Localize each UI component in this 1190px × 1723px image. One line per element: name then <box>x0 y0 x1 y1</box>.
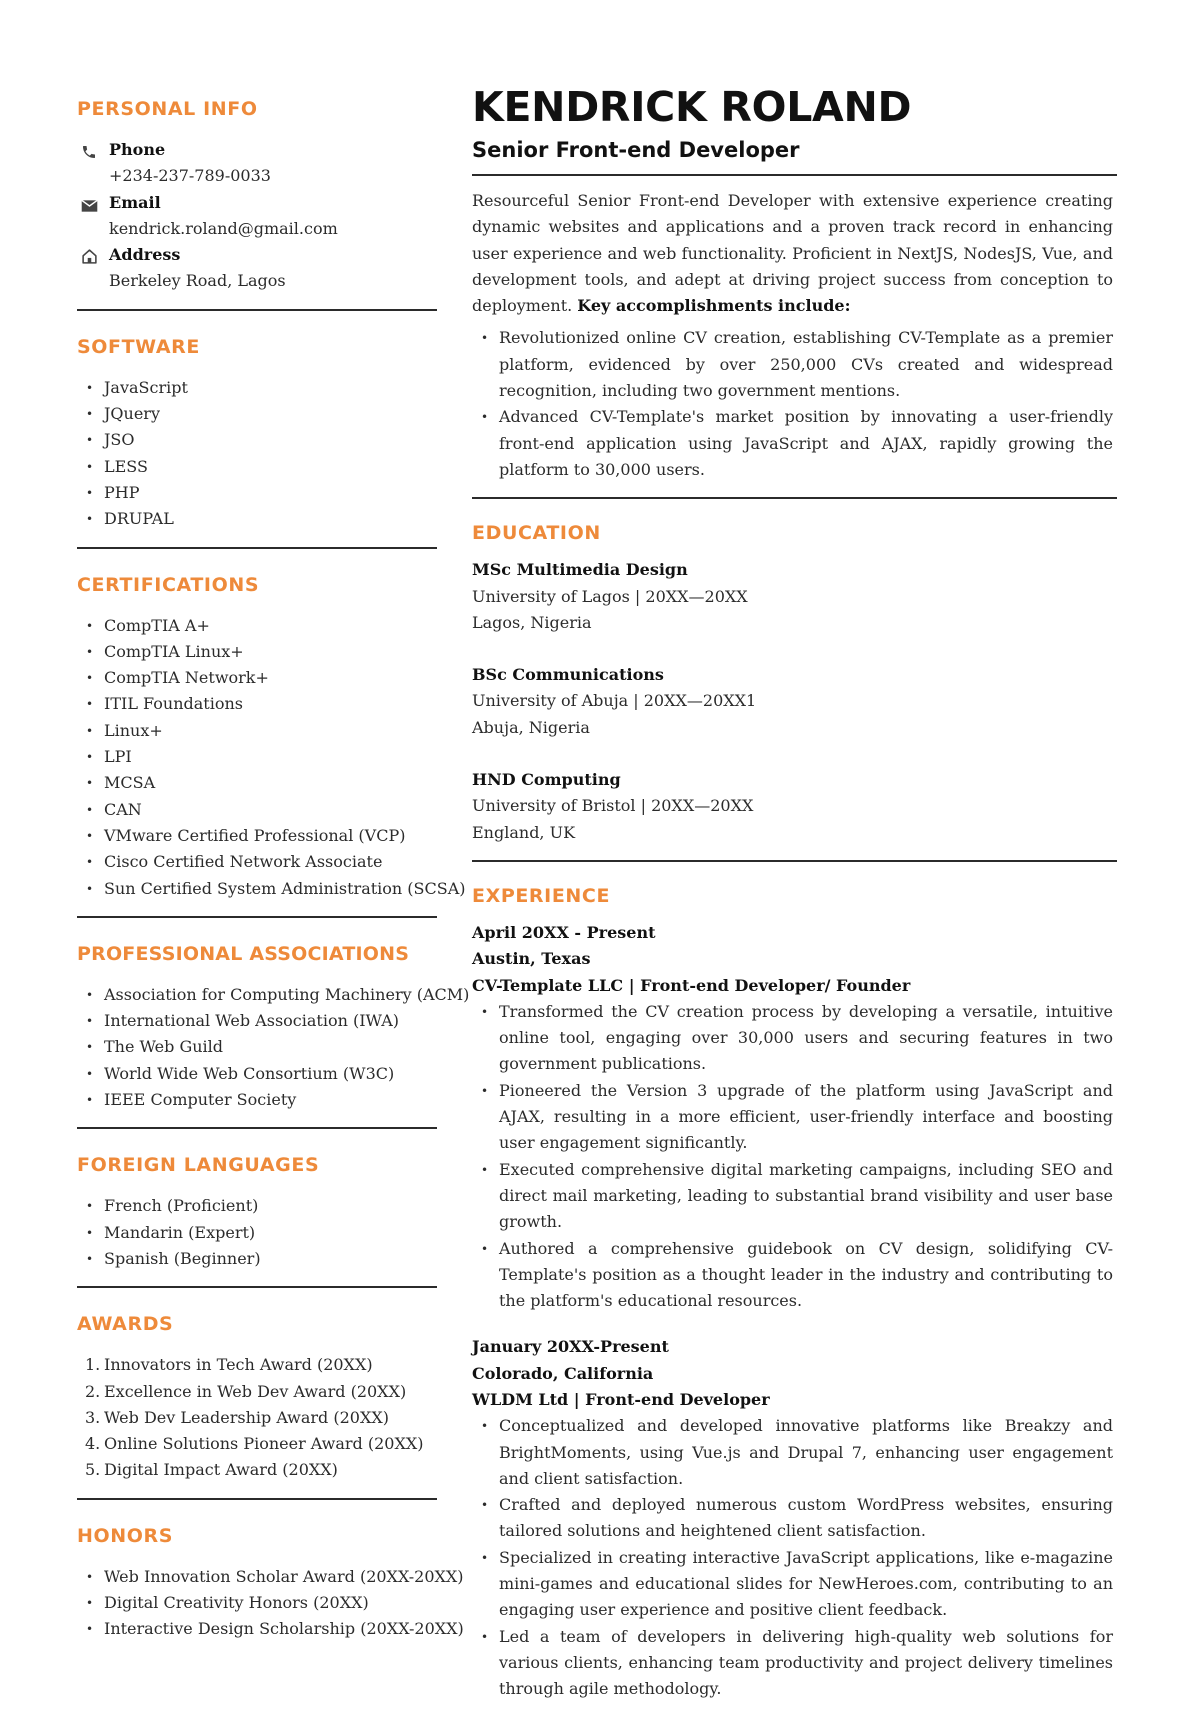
job-title: Senior Front-end Developer <box>472 138 800 162</box>
list-item: • Cisco Certified Network Associate <box>77 849 437 875</box>
list-item <box>77 1431 437 1457</box>
job-date: January 20XX-Present <box>472 1337 669 1357</box>
education-item <box>472 662 1117 741</box>
home-icon <box>81 247 99 263</box>
list-item: • Spanish (Beginner) <box>77 1246 437 1272</box>
list-item: • CAN <box>77 797 437 823</box>
list-item: • Interactive Design Scholarship (20XX-20XX) <box>77 1616 437 1642</box>
list-item: • Association for Computing Machinery (ACM) <box>77 982 437 1008</box>
education-title: EDUCATION <box>472 522 601 545</box>
personal-info-title: PERSONAL INFO <box>77 98 258 120</box>
list-item <box>77 1352 437 1378</box>
list-item: • International Web Association (IWA) <box>77 1008 437 1034</box>
location: Lagos, Nigeria <box>472 612 592 632</box>
list-item: • IEEE Computer Society <box>77 1087 437 1113</box>
list-item <box>77 1405 437 1431</box>
job-date: April 20XX - Present <box>472 922 656 942</box>
award-text: Innovators in Tech Award (20XX) <box>104 1355 373 1375</box>
degree: HND Computing <box>472 770 621 790</box>
phone-icon <box>81 142 99 158</box>
list-number: 4. <box>85 1434 101 1454</box>
list-item: • Transformed the CV creation process by developing a versatile, intuitive online tool, engaging over 30,000 users and securing features in two government publications. <box>472 999 1113 1078</box>
job-location: Colorado, California <box>472 1363 654 1383</box>
right-column <box>472 82 1117 1723</box>
list-item: • Digital Creativity Honors (20XX) <box>77 1590 437 1616</box>
honors-section <box>77 1524 464 1657</box>
address-label: Address <box>109 245 181 265</box>
list-item: • CompTIA Network+ <box>77 665 437 691</box>
list-item <box>77 1379 437 1405</box>
list-item: • Advanced CV-Template's market position by innovating a user-friendly front-end application using JavaScript and AJAX, rapidly growing the platform to 30,000 users. <box>472 404 1113 483</box>
experience-title: EXPERIENCE <box>472 884 611 907</box>
job-bullets <box>472 999 1113 1315</box>
list-item: • JSO <box>77 427 437 453</box>
summary-text <box>472 188 1113 319</box>
award-text: Digital Impact Award (20XX) <box>104 1460 338 1480</box>
list-item: • Pioneered the Version 3 upgrade of the platform using JavaScript and AJAX, resulting in a more efficient, user-friendly interface and boosting user engagement significantly. <box>472 1078 1113 1157</box>
associations-list <box>77 982 470 1113</box>
phone-row <box>77 137 437 163</box>
education-section <box>472 521 1117 846</box>
list-item: • Revolutionized online CV creation, establishing CV-Template as a premier platform, evidenced by over 250,000 CVs created and widespread recognition, including two government mentions. <box>472 325 1113 404</box>
languages-title: FOREIGN LANGUAGES <box>77 1154 320 1177</box>
list-item: • DRUPAL <box>77 506 437 532</box>
list-item: • Mandarin (Expert) <box>77 1220 437 1246</box>
list-item: • Specialized in creating interactive JavaScript applications, like e-magazine mini-games and educational slides for NewHeroes.com, contributing to an engaging user experience and positive client feedback. <box>472 1545 1113 1624</box>
list-item: • VMware Certified Professional (VCP) <box>77 823 437 849</box>
email-value: kendrick.roland@gmail.com <box>109 218 338 238</box>
list-item: • JQuery <box>77 401 437 427</box>
list-number: 5. <box>85 1460 101 1480</box>
list-item: • JavaScript <box>77 375 437 401</box>
list-item: • French (Proficient) <box>77 1193 437 1219</box>
address-row <box>77 242 437 268</box>
summary-body: Resourceful Senior Front-end Developer with extensive experience creating dynamic websites and applications and a proven track record in enhancing user experience and web functionality. Proficient in NextJS, NodesJS, Vue, and development tools, and adept at driving project success from conception to deployment. <box>472 191 1113 316</box>
languages-list <box>77 1193 437 1272</box>
job-company: CV-Template LLC | Front-end Developer/ Founder <box>472 975 911 995</box>
software-section <box>77 335 437 549</box>
software-title: SOFTWARE <box>77 335 200 358</box>
award-text: Excellence in Web Dev Award (20XX) <box>104 1381 407 1401</box>
envelope-icon <box>81 195 99 211</box>
divider <box>472 497 1117 499</box>
awards-title: AWARDS <box>77 1313 174 1336</box>
accomplishments-list <box>472 325 1113 483</box>
email-label: Email <box>109 192 161 212</box>
degree: MSc Multimedia Design <box>472 560 688 580</box>
list-item: • Conceptualized and developed innovative platforms like Breakzy and BrightMoments, using Vue.js and Drupal 7, enhancing user engagement and client satisfaction. <box>472 1413 1113 1492</box>
list-number: 1. <box>85 1355 101 1375</box>
honors-list <box>77 1564 464 1643</box>
email-row <box>77 190 437 216</box>
job-company: WLDM Ltd | Front-end Developer <box>472 1389 770 1409</box>
experience-section <box>472 884 1117 1703</box>
list-item: • PHP <box>77 480 437 506</box>
list-item: • CompTIA A+ <box>77 613 437 639</box>
list-item: • Sun Certified System Administration (SCSA) <box>77 876 437 902</box>
list-item <box>77 1457 437 1483</box>
list-number: 2. <box>85 1381 101 1401</box>
candidate-name: KENDRICK ROLAND <box>472 83 912 131</box>
awards-list <box>77 1352 437 1483</box>
list-item: • Authored a comprehensive guidebook on CV design, solidifying CV-Template's position as a thought leader in the industry and contributing to the platform's educational resources. <box>472 1236 1113 1315</box>
phone-value: +234-237-789-0033 <box>109 166 271 186</box>
certifications-list <box>77 613 466 902</box>
personal-info-section <box>77 97 437 311</box>
award-text: Web Dev Leadership Award (20XX) <box>104 1407 389 1427</box>
divider <box>472 174 1117 176</box>
associations-title: PROFESSIONAL ASSOCIATIONS <box>77 942 410 965</box>
left-column <box>77 97 470 1681</box>
list-item: • MCSA <box>77 770 437 796</box>
school: University of Abuja | 20XX—20XX1 <box>472 691 757 711</box>
school: University of Lagos | 20XX—20XX <box>472 586 748 606</box>
school: University of Bristol | 20XX—20XX <box>472 796 754 816</box>
list-item: • Crafted and deployed numerous custom WordPress websites, ensuring tailored solutions and heightened client satisfaction. <box>472 1492 1113 1545</box>
location: England, UK <box>472 822 576 842</box>
certifications-title: CERTIFICATIONS <box>77 573 260 596</box>
awards-section <box>77 1312 437 1499</box>
list-item: • Web Innovation Scholar Award (20XX-20XX) <box>77 1564 437 1590</box>
list-item: • Executed comprehensive digital marketing campaigns, including SEO and direct mail marketing, leading to substantial brand visibility and user base growth. <box>472 1157 1113 1236</box>
software-list <box>77 375 437 533</box>
job-location: Austin, Texas <box>472 949 591 969</box>
list-item: • LPI <box>77 744 437 770</box>
list-number: 3. <box>85 1407 101 1427</box>
list-item: • World Wide Web Consortium (W3C) <box>77 1061 437 1087</box>
list-item: • Led a team of developers in delivering high-quality web solutions for various clients, enhancing team productivity and project delivery timelines through agile methodology. <box>472 1624 1113 1703</box>
languages-section <box>77 1153 437 1288</box>
honors-title: HONORS <box>77 1524 174 1547</box>
summary-bold: Key accomplishments include: <box>577 296 851 316</box>
education-item <box>472 767 1117 846</box>
experience-item <box>472 920 1117 1314</box>
job-bullets <box>472 1413 1113 1702</box>
phone-label: Phone <box>109 140 166 159</box>
award-text: Online Solutions Pioneer Award (20XX) <box>104 1434 424 1454</box>
address-value: Berkeley Road, Lagos <box>109 271 286 291</box>
list-item: • The Web Guild <box>77 1034 437 1060</box>
divider <box>472 860 1117 862</box>
list-item: • ITIL Foundations <box>77 691 437 717</box>
associations-section <box>77 942 470 1129</box>
list-item: • CompTIA Linux+ <box>77 639 437 665</box>
location: Abuja, Nigeria <box>472 717 590 737</box>
list-item: • Linux+ <box>77 718 437 744</box>
degree: BSc Communications <box>472 665 664 685</box>
list-item: • LESS <box>77 454 437 480</box>
experience-item <box>472 1334 1117 1702</box>
education-item <box>472 557 1117 636</box>
certifications-section <box>77 573 466 918</box>
